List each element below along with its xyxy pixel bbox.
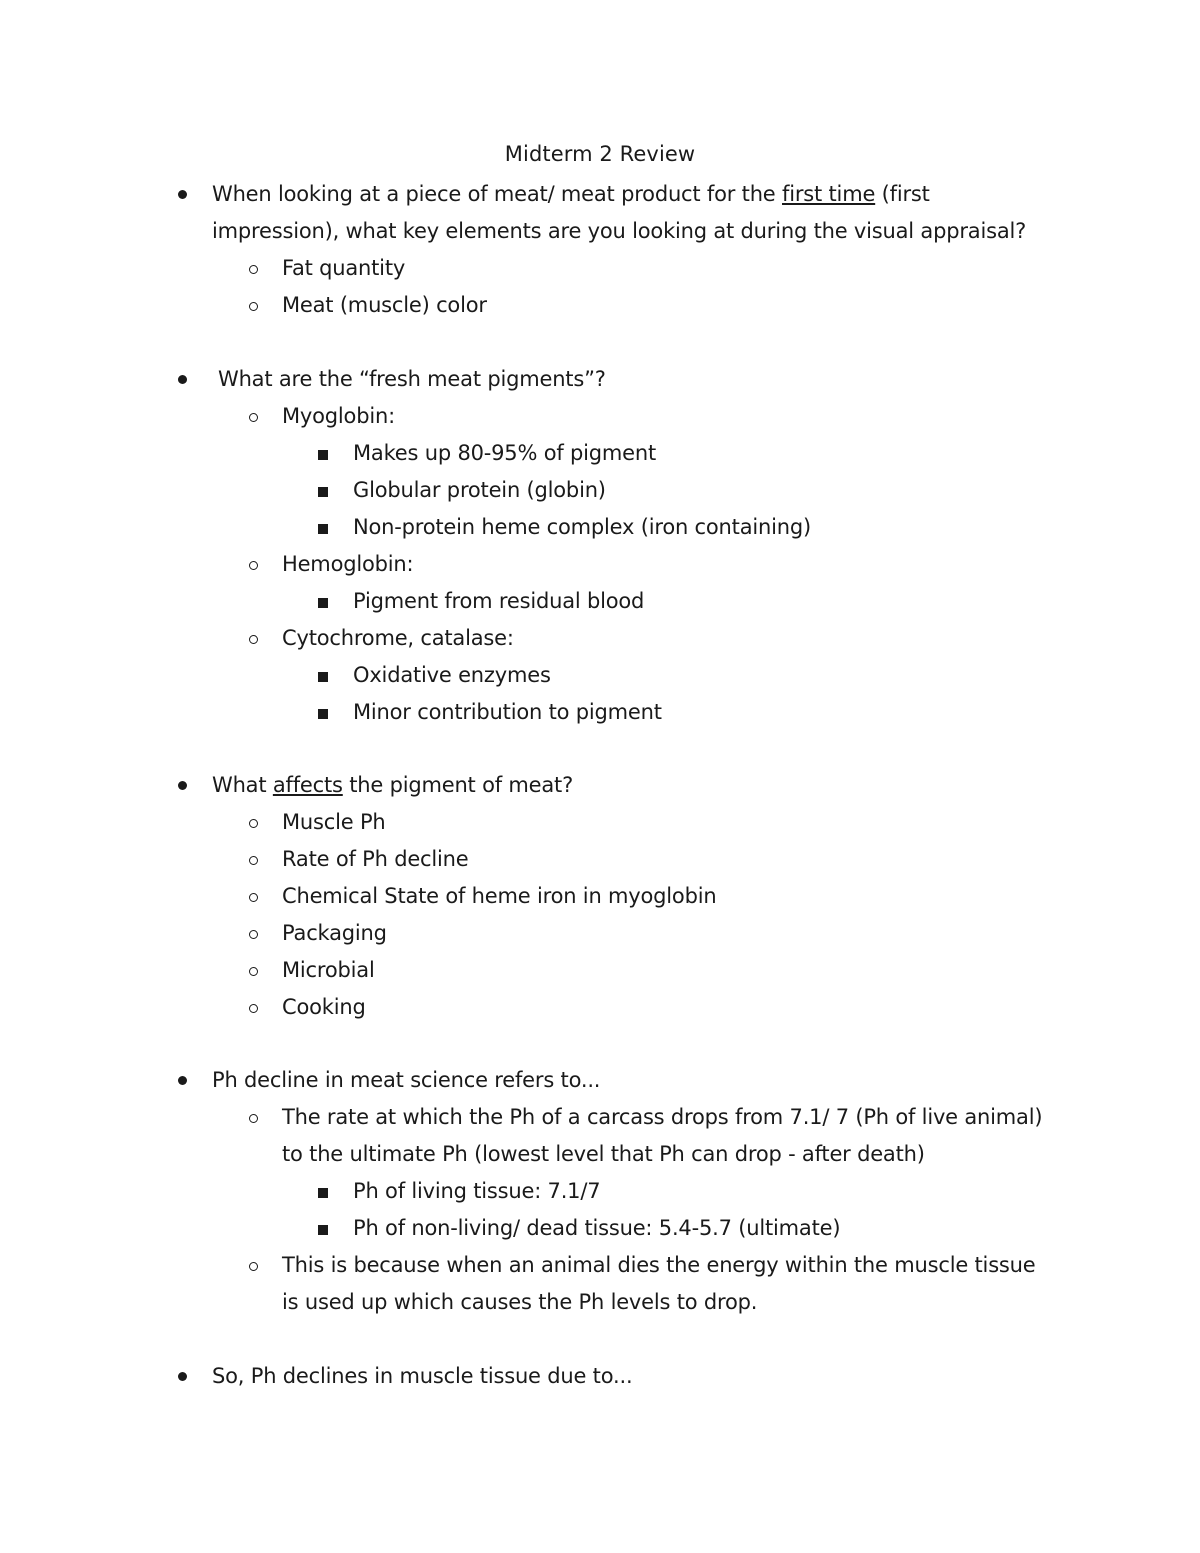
list-item: Muscle Ph [282, 810, 386, 834]
list-item-cont: to the ultimate Ph (lowest level that Ph can drop - after death) [282, 1142, 925, 1166]
list-item-cont: is used up which causes the Ph levels to drop. [282, 1290, 758, 1314]
list-item: Packaging [282, 921, 387, 945]
list-item: This is because when an animal dies the energy within the muscle tissue [282, 1253, 1036, 1277]
list-item: Fat quantity [282, 256, 406, 280]
question-first-impression-cont: impression), what key elements are you looking at during the visual appraisal? [212, 219, 1027, 243]
q1-underlined-text: first time [782, 182, 876, 206]
bullet-square [318, 1225, 328, 1235]
list-item: Minor contribution to pigment [353, 700, 662, 724]
list-item: Rate of Ph decline [282, 847, 469, 871]
page-title: Midterm 2 Review [504, 142, 696, 166]
list-item: Meat (muscle) color [282, 293, 487, 317]
list-item: Cooking [282, 995, 366, 1019]
q3-text-after: the pigment of meat? [342, 773, 574, 797]
question-pigments: What are the “fresh meat pigments”? [218, 367, 606, 391]
list-item: Ph of non-living/ dead tissue: 5.4-5.7 (ultimate) [353, 1216, 841, 1240]
list-item: Oxidative enzymes [353, 663, 551, 687]
list-item: Chemical State of heme iron in myoglobin [282, 884, 717, 908]
question-affects-pigment [212, 770, 573, 800]
question-first-impression [212, 179, 930, 209]
list-item: The rate at which the Ph of a carcass drops from 7.1/ 7 (Ph of live animal) [282, 1105, 1043, 1129]
bullet-square [318, 1188, 328, 1198]
bullet-square [318, 709, 328, 719]
bullet-circle [249, 1262, 258, 1271]
bullet-circle [249, 635, 258, 644]
bullet-circle [249, 1004, 258, 1013]
bullet-square [318, 672, 328, 682]
bullet-circle [249, 967, 258, 976]
bullet-circle [249, 561, 258, 570]
q3-text-before: What [212, 773, 273, 797]
bullet-circle [249, 1114, 258, 1123]
list-item: Pigment from residual blood [353, 589, 645, 613]
bullet-disc [178, 1372, 187, 1381]
bullet-circle [249, 302, 258, 311]
list-item: Cytochrome, catalase: [282, 626, 514, 650]
q3-underlined-text: affects [272, 773, 343, 797]
bullet-square [318, 450, 328, 460]
bullet-disc [178, 781, 187, 790]
list-item: Makes up 80-95% of pigment [353, 441, 657, 465]
q1-text-after: (first [875, 182, 930, 206]
bullet-circle [249, 413, 258, 422]
question-ph-decline: Ph decline in meat science refers to... [212, 1068, 601, 1092]
question-ph-declines-due-to: So, Ph declines in muscle tissue due to... [212, 1364, 633, 1388]
bullet-circle [249, 893, 258, 902]
bullet-circle [249, 856, 258, 865]
bullet-square [318, 598, 328, 608]
list-item: Ph of living tissue: 7.1/7 [353, 1179, 601, 1203]
list-item: Microbial [282, 958, 375, 982]
bullet-circle [249, 265, 258, 274]
bullet-circle [249, 819, 258, 828]
list-item: Myoglobin: [282, 404, 395, 428]
bullet-disc [178, 375, 187, 384]
list-item: Globular protein (globin) [353, 478, 606, 502]
bullet-disc [178, 1076, 187, 1085]
bullet-disc [178, 190, 187, 199]
bullet-circle [249, 930, 258, 939]
list-item: Hemoglobin: [282, 552, 414, 576]
bullet-square [318, 487, 328, 497]
q1-text-before: When looking at a piece of meat/ meat product for the [212, 182, 783, 206]
bullet-square [318, 524, 328, 534]
list-item: Non-protein heme complex (iron containing) [353, 515, 811, 539]
